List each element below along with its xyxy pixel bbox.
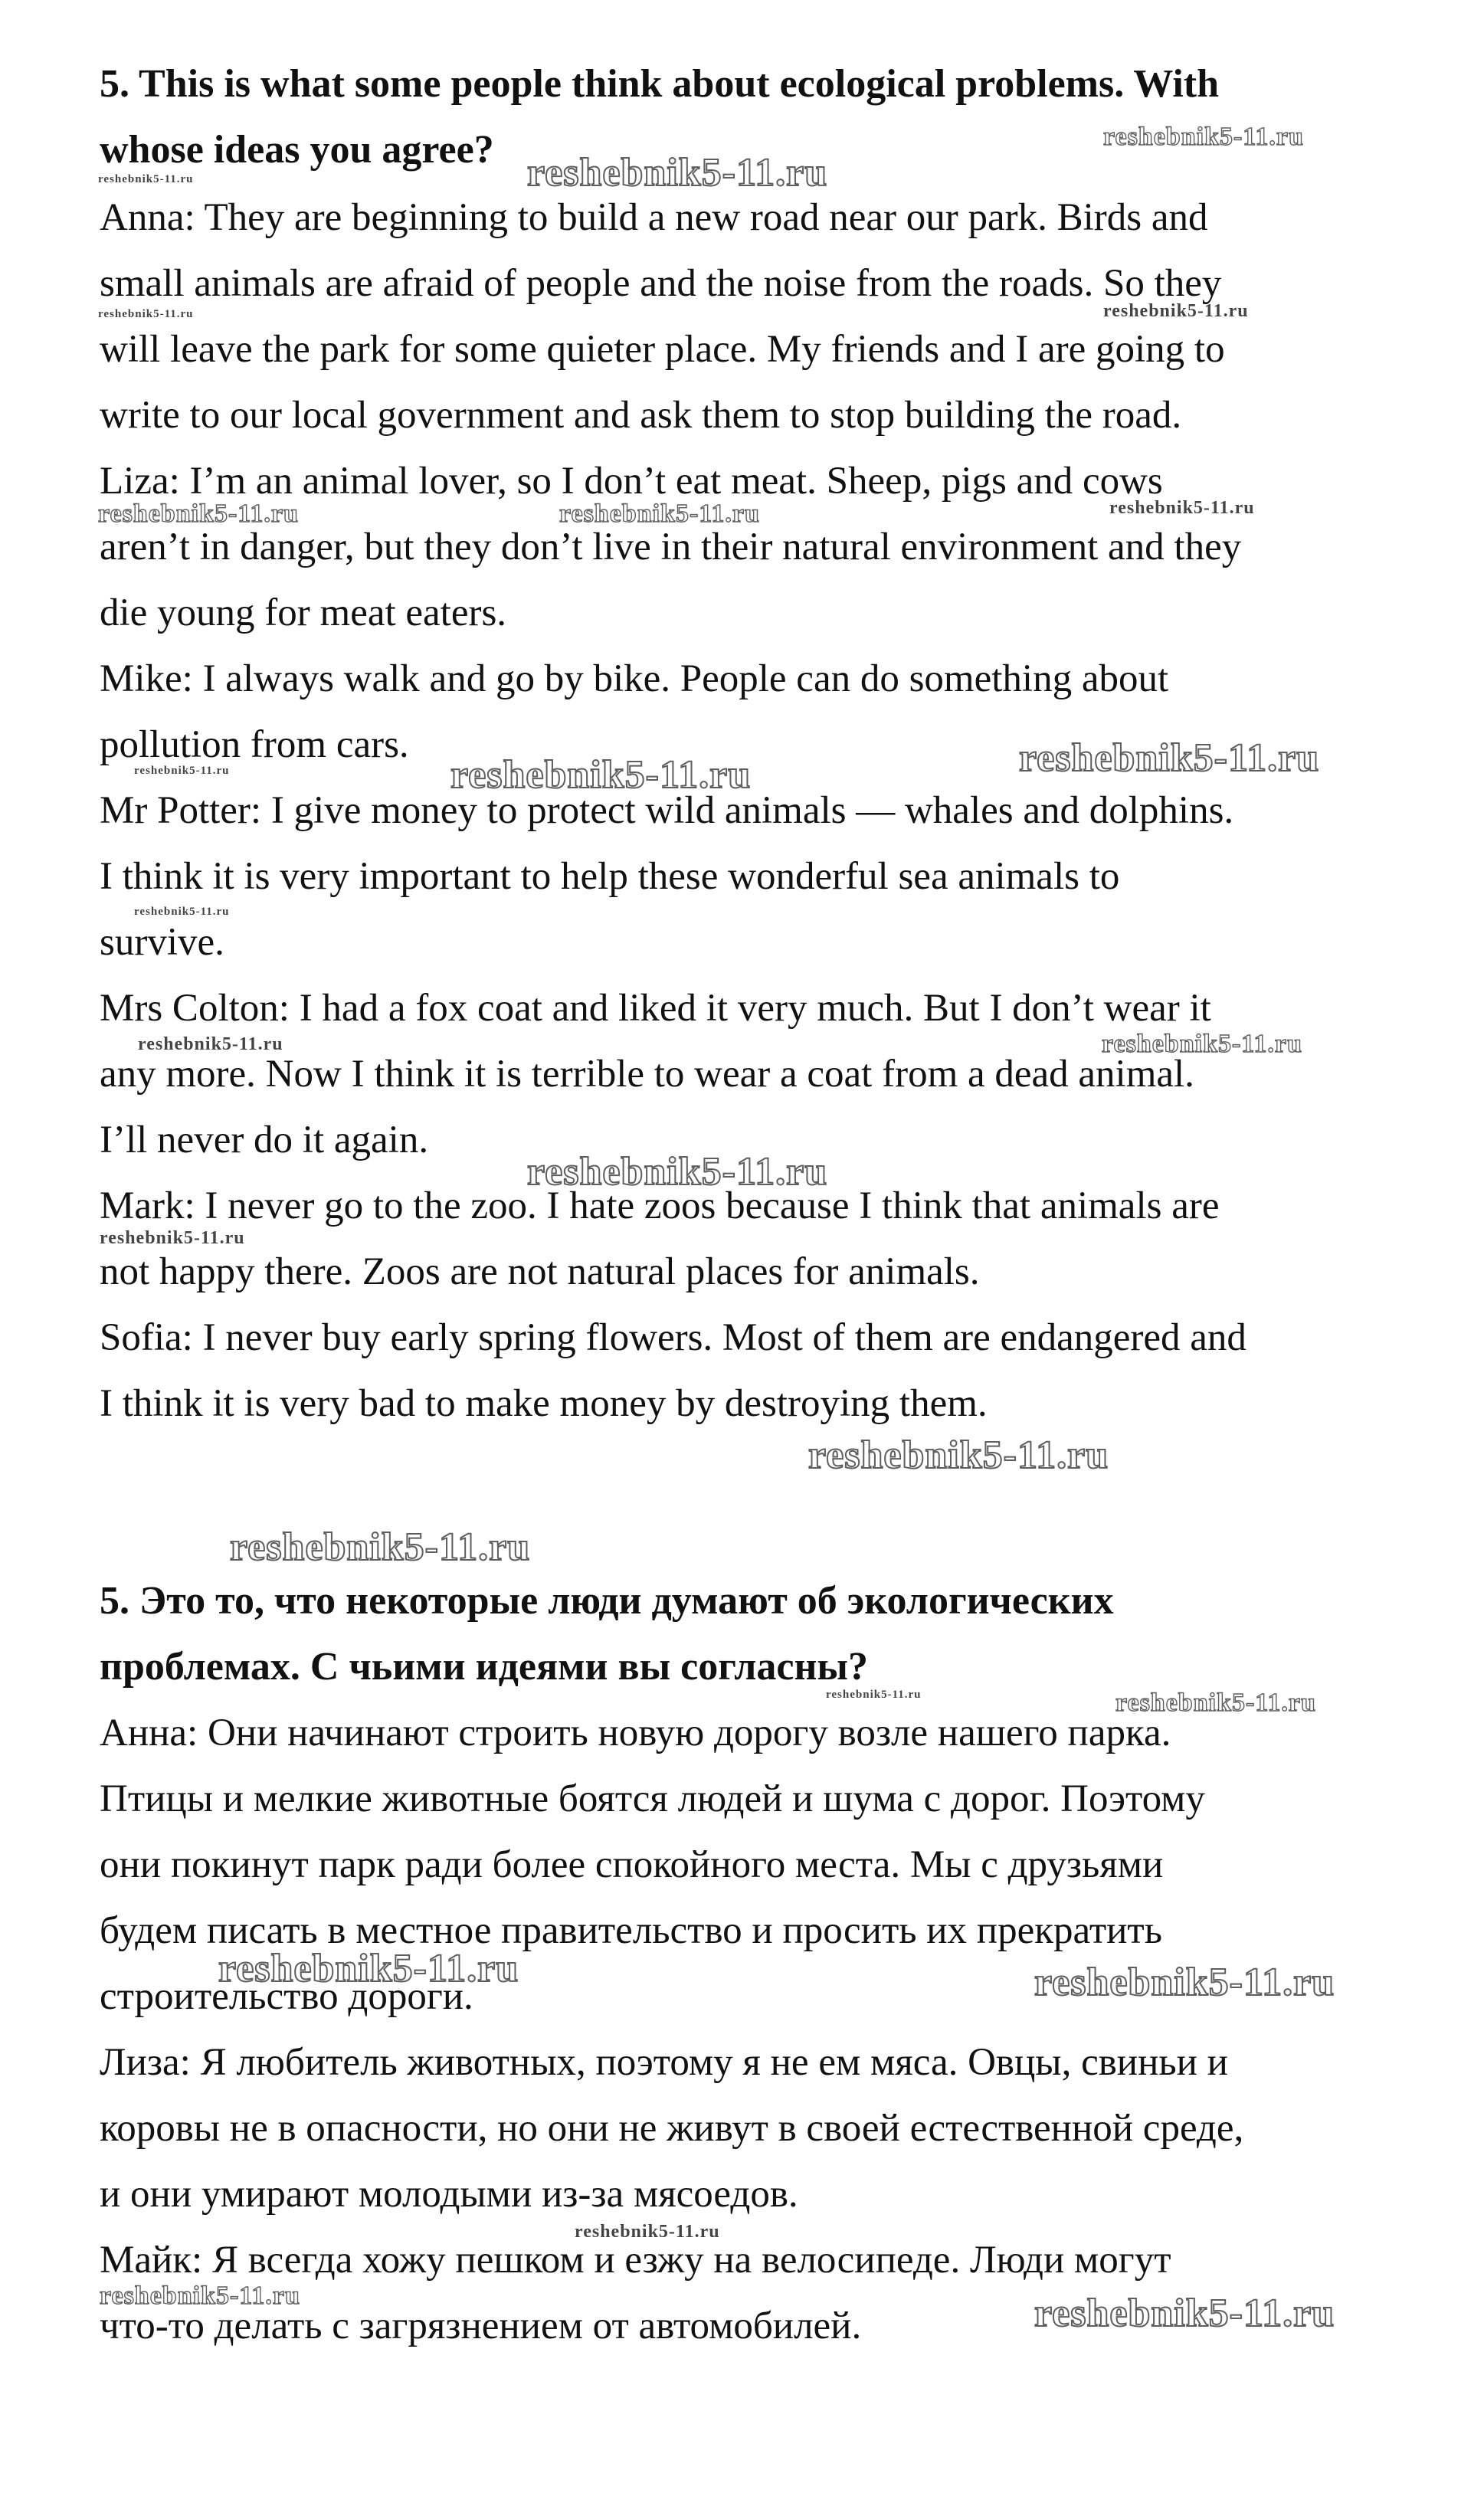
english-heading-line-2: whose ideas you agree? bbox=[100, 128, 494, 172]
watermark: reshebnik5-11.ru bbox=[1034, 2292, 1335, 2335]
watermark: reshebnik5-11.ru bbox=[138, 1034, 283, 1054]
russian-text-line: и они умирают молодыми из-за мясоедов. bbox=[100, 2173, 798, 2216]
russian-text-line: они покинут парк ради более спокойного места. Мы с друзьями bbox=[100, 1843, 1164, 1886]
english-text-line: I think it is very bad to make money by destroying them. bbox=[100, 1382, 988, 1425]
watermark: reshebnik5-11.ru bbox=[218, 1947, 519, 1990]
russian-text-line: коровы не в опасности, но они не живут в своей естественной среде, bbox=[100, 2107, 1244, 2150]
watermark: reshebnik5-11.ru bbox=[134, 906, 230, 918]
english-text-line: small animals are afraid of people and the noise from the roads. So they bbox=[100, 262, 1222, 305]
russian-text-line: что-то делать с загрязнением от автомобилей. bbox=[100, 2305, 862, 2347]
watermark: reshebnik5-11.ru bbox=[1115, 1689, 1316, 1717]
english-text-line: pollution from cars. bbox=[100, 723, 409, 766]
english-text-line: write to our local government and ask them to stop building the road. bbox=[100, 394, 1182, 437]
watermark: reshebnik5-11.ru bbox=[98, 308, 194, 320]
russian-text-line: Майк: Я всегда хожу пешком и езжу на велосипеде. Люди могут bbox=[100, 2239, 1171, 2282]
english-text-line: Liza: I’m an animal lover, so I don’t eat meat. Sheep, pigs and cows bbox=[100, 460, 1163, 503]
watermark: reshebnik5-11.ru bbox=[1109, 498, 1255, 518]
english-text-line: Mr Potter: I give money to protect wild animals — whales and dolphins. bbox=[100, 789, 1234, 832]
watermark: reshebnik5-11.ru bbox=[826, 1689, 922, 1701]
english-text-line: any more. Now I think it is terrible to wear a coat from a dead animal. bbox=[100, 1053, 1194, 1096]
english-text-line: Mike: I always walk and go by bike. People can do something about bbox=[100, 657, 1169, 700]
english-text-line: die young for meat eaters. bbox=[100, 591, 507, 634]
watermark: reshebnik5-11.ru bbox=[100, 1228, 245, 1248]
english-text-line: Anna: They are beginning to build a new road near our park. Birds and bbox=[100, 196, 1208, 239]
english-text-line: aren’t in danger, but they don’t live in their natural environment and they bbox=[100, 526, 1242, 568]
watermark: reshebnik5-11.ru bbox=[575, 2222, 720, 2242]
english-text-line: survive. bbox=[100, 921, 224, 964]
watermark: reshebnik5-11.ru bbox=[98, 173, 194, 185]
english-text-line: not happy there. Zoos are not natural places for animals. bbox=[100, 1250, 980, 1293]
watermark: reshebnik5-11.ru bbox=[1103, 123, 1304, 151]
watermark: reshebnik5-11.ru bbox=[134, 765, 230, 777]
russian-heading-line-2: проблемах. С чьими идеями вы согласны? bbox=[100, 1645, 869, 1689]
watermark: reshebnik5-11.ru bbox=[100, 2282, 300, 2310]
watermark: reshebnik5-11.ru bbox=[450, 753, 752, 797]
russian-heading-line-1: 5. Это то, что некоторые люди думают об экологических bbox=[100, 1579, 1114, 1623]
watermark: reshebnik5-11.ru bbox=[1034, 1961, 1335, 2004]
russian-text-line: Лиза: Я любитель животных, поэтому я не ем мяса. Овцы, свиньи и bbox=[100, 2041, 1228, 2084]
english-heading-line-1: 5. This is what some people think about ecological problems. With bbox=[100, 62, 1220, 106]
watermark: reshebnik5-11.ru bbox=[1102, 1030, 1302, 1058]
english-text-line: I think it is very important to help these wonderful sea animals to bbox=[100, 855, 1120, 898]
watermark: reshebnik5-11.ru bbox=[559, 500, 760, 528]
watermark: reshebnik5-11.ru bbox=[527, 1150, 828, 1194]
watermark: reshebnik5-11.ru bbox=[808, 1433, 1109, 1477]
russian-text-line: Анна: Они начинают строить новую дорогу возле нашего парка. bbox=[100, 1712, 1171, 1754]
russian-text-line: будем писать в местное правительство и просить их прекратить bbox=[100, 1909, 1162, 1952]
watermark: reshebnik5-11.ru bbox=[527, 151, 828, 195]
watermark: reshebnik5-11.ru bbox=[230, 1525, 531, 1569]
english-text-line: will leave the park for some quieter place. My friends and I are going to bbox=[100, 328, 1225, 371]
english-text-line: I’ll never do it again. bbox=[100, 1119, 429, 1161]
english-text-line: Mrs Colton: I had a fox coat and liked it very much. But I don’t wear it bbox=[100, 987, 1211, 1030]
russian-text-line: строительство дороги. bbox=[100, 1975, 473, 2018]
watermark: reshebnik5-11.ru bbox=[1019, 736, 1320, 780]
english-text-line: Sofia: I never buy early spring flowers. Most of them are endangered and bbox=[100, 1316, 1246, 1359]
watermark: reshebnik5-11.ru bbox=[98, 500, 299, 528]
russian-text-line: Птицы и мелкие животные боятся людей и шума с дорог. Поэтому bbox=[100, 1777, 1205, 1820]
english-text-line: Mark: I never go to the zoo. I hate zoos because I think that animals are bbox=[100, 1184, 1220, 1227]
watermark: reshebnik5-11.ru bbox=[1103, 301, 1249, 321]
